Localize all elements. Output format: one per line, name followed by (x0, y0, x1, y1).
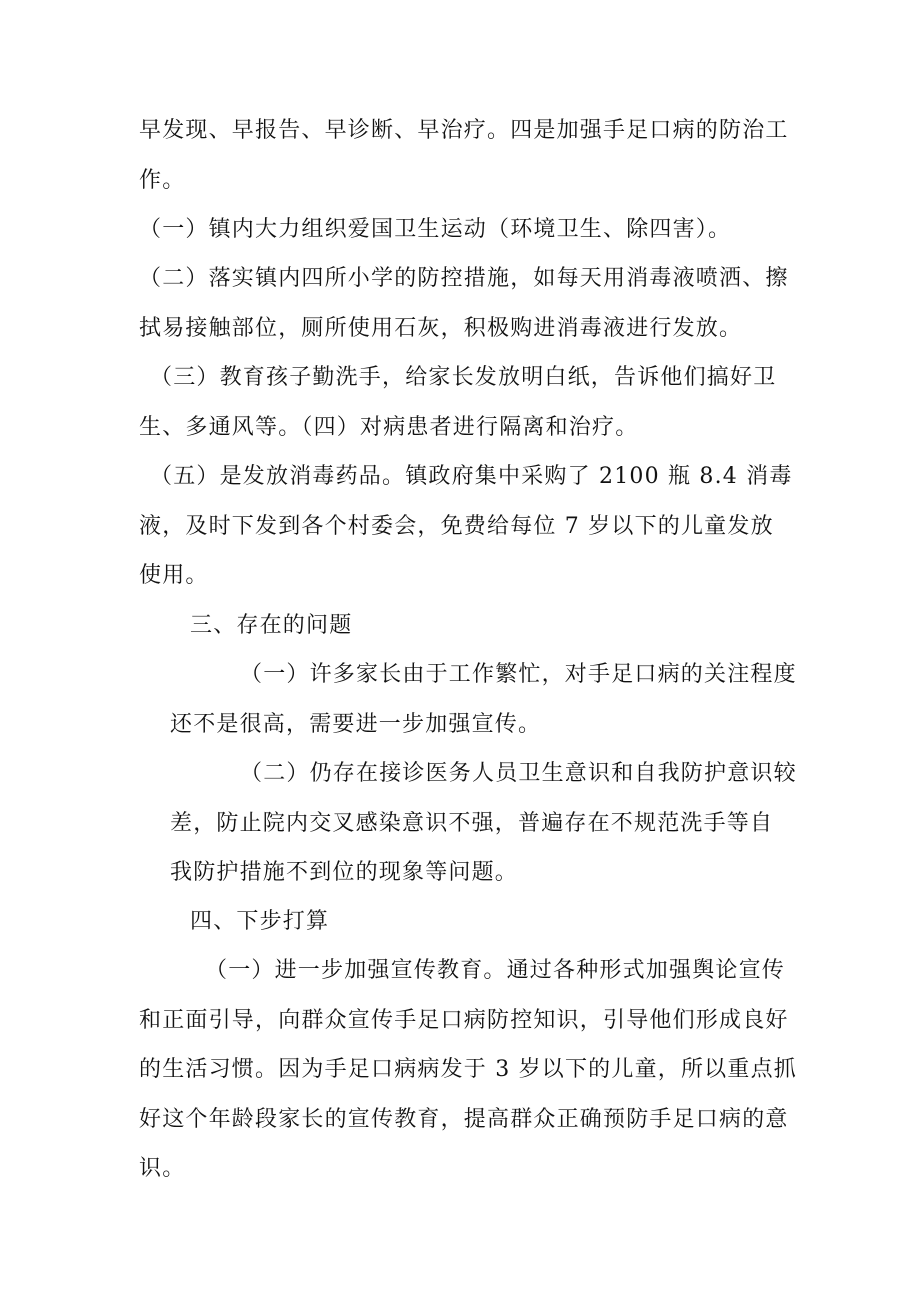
text-line: 拭易接触部位，厕所使用石灰，积极购进消毒液进行发放。 (139, 316, 743, 341)
text-line: （三）教育孩子勤洗手，给家长发放明白纸，告诉他们搞好卫 (150, 365, 777, 390)
section-heading: 四、下步打算 (190, 909, 330, 934)
text-line: 液，及时下发到各个村委会，免费给每位 7 岁以下的儿童发放 (139, 514, 774, 539)
text-line: 好这个年龄段家长的宣传教育，提高群众正确预防手足口病的意 (139, 1107, 789, 1132)
text-line: （二）仍存在接诊医务人员卫生意识和自我防护意识较 (240, 761, 797, 786)
text-line: 使用。 (139, 563, 209, 588)
text-line: 差，防止院内交叉感染意识不强，普遍存在不规范洗手等自 (170, 811, 774, 836)
text-line: 作。 (139, 168, 186, 193)
text-line: （二）落实镇内四所小学的防控措施，如每天用消毒液喷洒、擦 (139, 266, 789, 291)
text-line: 早发现、早报告、早诊断、早治疗。四是加强手足口病的防治工 (139, 118, 789, 143)
text-line: （一）进一步加强宣传教育。通过各种形式加强舆论宣传 (205, 958, 786, 983)
text-line: 生、多通风等。（四）对病患者进行隔离和治疗。 (139, 415, 639, 440)
text-line: 我防护措施不到位的现象等问题。 (170, 860, 519, 885)
text-line: （五）是发放消毒药品。镇政府集中采购了 2100 瓶 8.4 消毒 (150, 464, 793, 489)
text-line: 的生活习惯。因为手足口病病发于 3 岁以下的儿童，所以重点抓 (139, 1057, 797, 1082)
text-line: 和正面引导，向群众宣传手足口病防控知识，引导他们形成良好 (139, 1008, 789, 1033)
text-line: 识。 (139, 1156, 186, 1181)
text-line: （一）许多家长由于工作繁忙，对手足口病的关注程度 (240, 662, 797, 687)
text-line: （一）镇内大力组织爱国卫生运动（环境卫生、除四害）。 (139, 217, 732, 242)
section-heading: 三、存在的问题 (190, 613, 353, 638)
text-line: 还不是很高，需要进一步加强宣传。 (170, 712, 542, 737)
